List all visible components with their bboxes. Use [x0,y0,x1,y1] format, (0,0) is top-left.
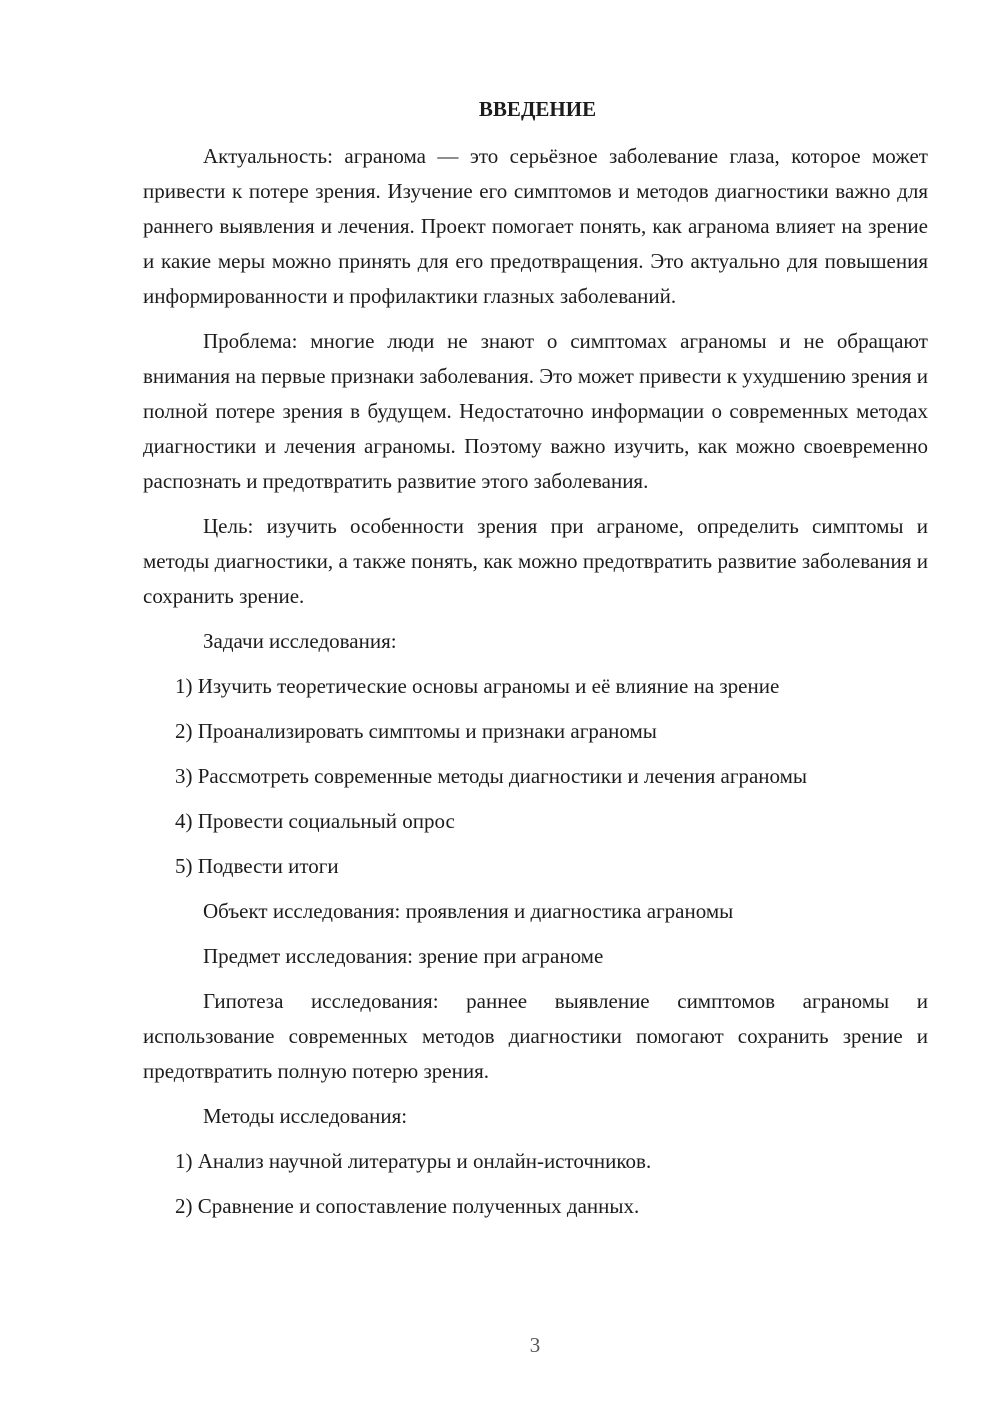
problem-paragraph: Проблема: многие люди не знают о симптомах аграномы и не обращают внимания на первые признаки заболевания. Это может привести к ухудшению зрения и полной потере зрения в будущем. Недостаточно информации о современных методах диагностики и лечения аграномы. Поэтому важно изучить, как можно своевременно распознать и предотвратить развитие этого заболевания. [143,329,928,493]
list-item: 1) Изучить теоретические основы аграномы и её влияние на зрение [175,674,780,698]
list-item: 3) Рассмотреть современные методы диагностики и лечения аграномы [175,764,807,788]
list-item: 5) Подвести итоги [175,854,339,878]
list-item: 4) Провести социальный опрос [175,809,455,833]
relevance-paragraph: Актуальность: агранома — это серьёзное заболевание глаза, которое может привести к потере зрения. Изучение его симптомов и методов диагностики важно для раннего выявления и лечения. Проект помогает понять, как агранома влияет на зрение и какие меры можно принять для его предотвращения. Это актуально для повышения информированности и профилактики глазных заболеваний. [143,144,928,308]
list-item: 2) Сравнение и сопоставление полученных данных. [175,1194,640,1218]
subject-line: Предмет исследования: зрение при аграноме [203,944,604,968]
methods-list [143,1144,928,1224]
tasks-heading: Задачи исследования: [203,629,397,653]
list-item: 2) Проанализировать симптомы и признаки аграномы [175,719,657,743]
tasks-list [143,669,928,884]
methods-heading: Методы исследования: [203,1104,408,1128]
list-item: 1) Анализ научной литературы и онлайн-источников. [175,1149,652,1173]
goal-paragraph: Цель: изучить особенности зрения при аграноме, определить симптомы и методы диагностики, а также понять, как можно предотвратить развитие заболевания и сохранить зрение. [143,514,928,608]
page-title: ВВЕДЕНИЕ [478,97,597,121]
hypothesis-paragraph: Гипотеза исследования: раннее выявление симптомов аграномы и использование современных методов диагностики помогают сохранить зрение и предотвратить полную потерю зрения. [143,989,928,1083]
object-line: Объект исследования: проявления и диагностика аграномы [203,899,734,923]
document-page [143,92,928,1234]
page-number: 3 [529,1333,541,1357]
